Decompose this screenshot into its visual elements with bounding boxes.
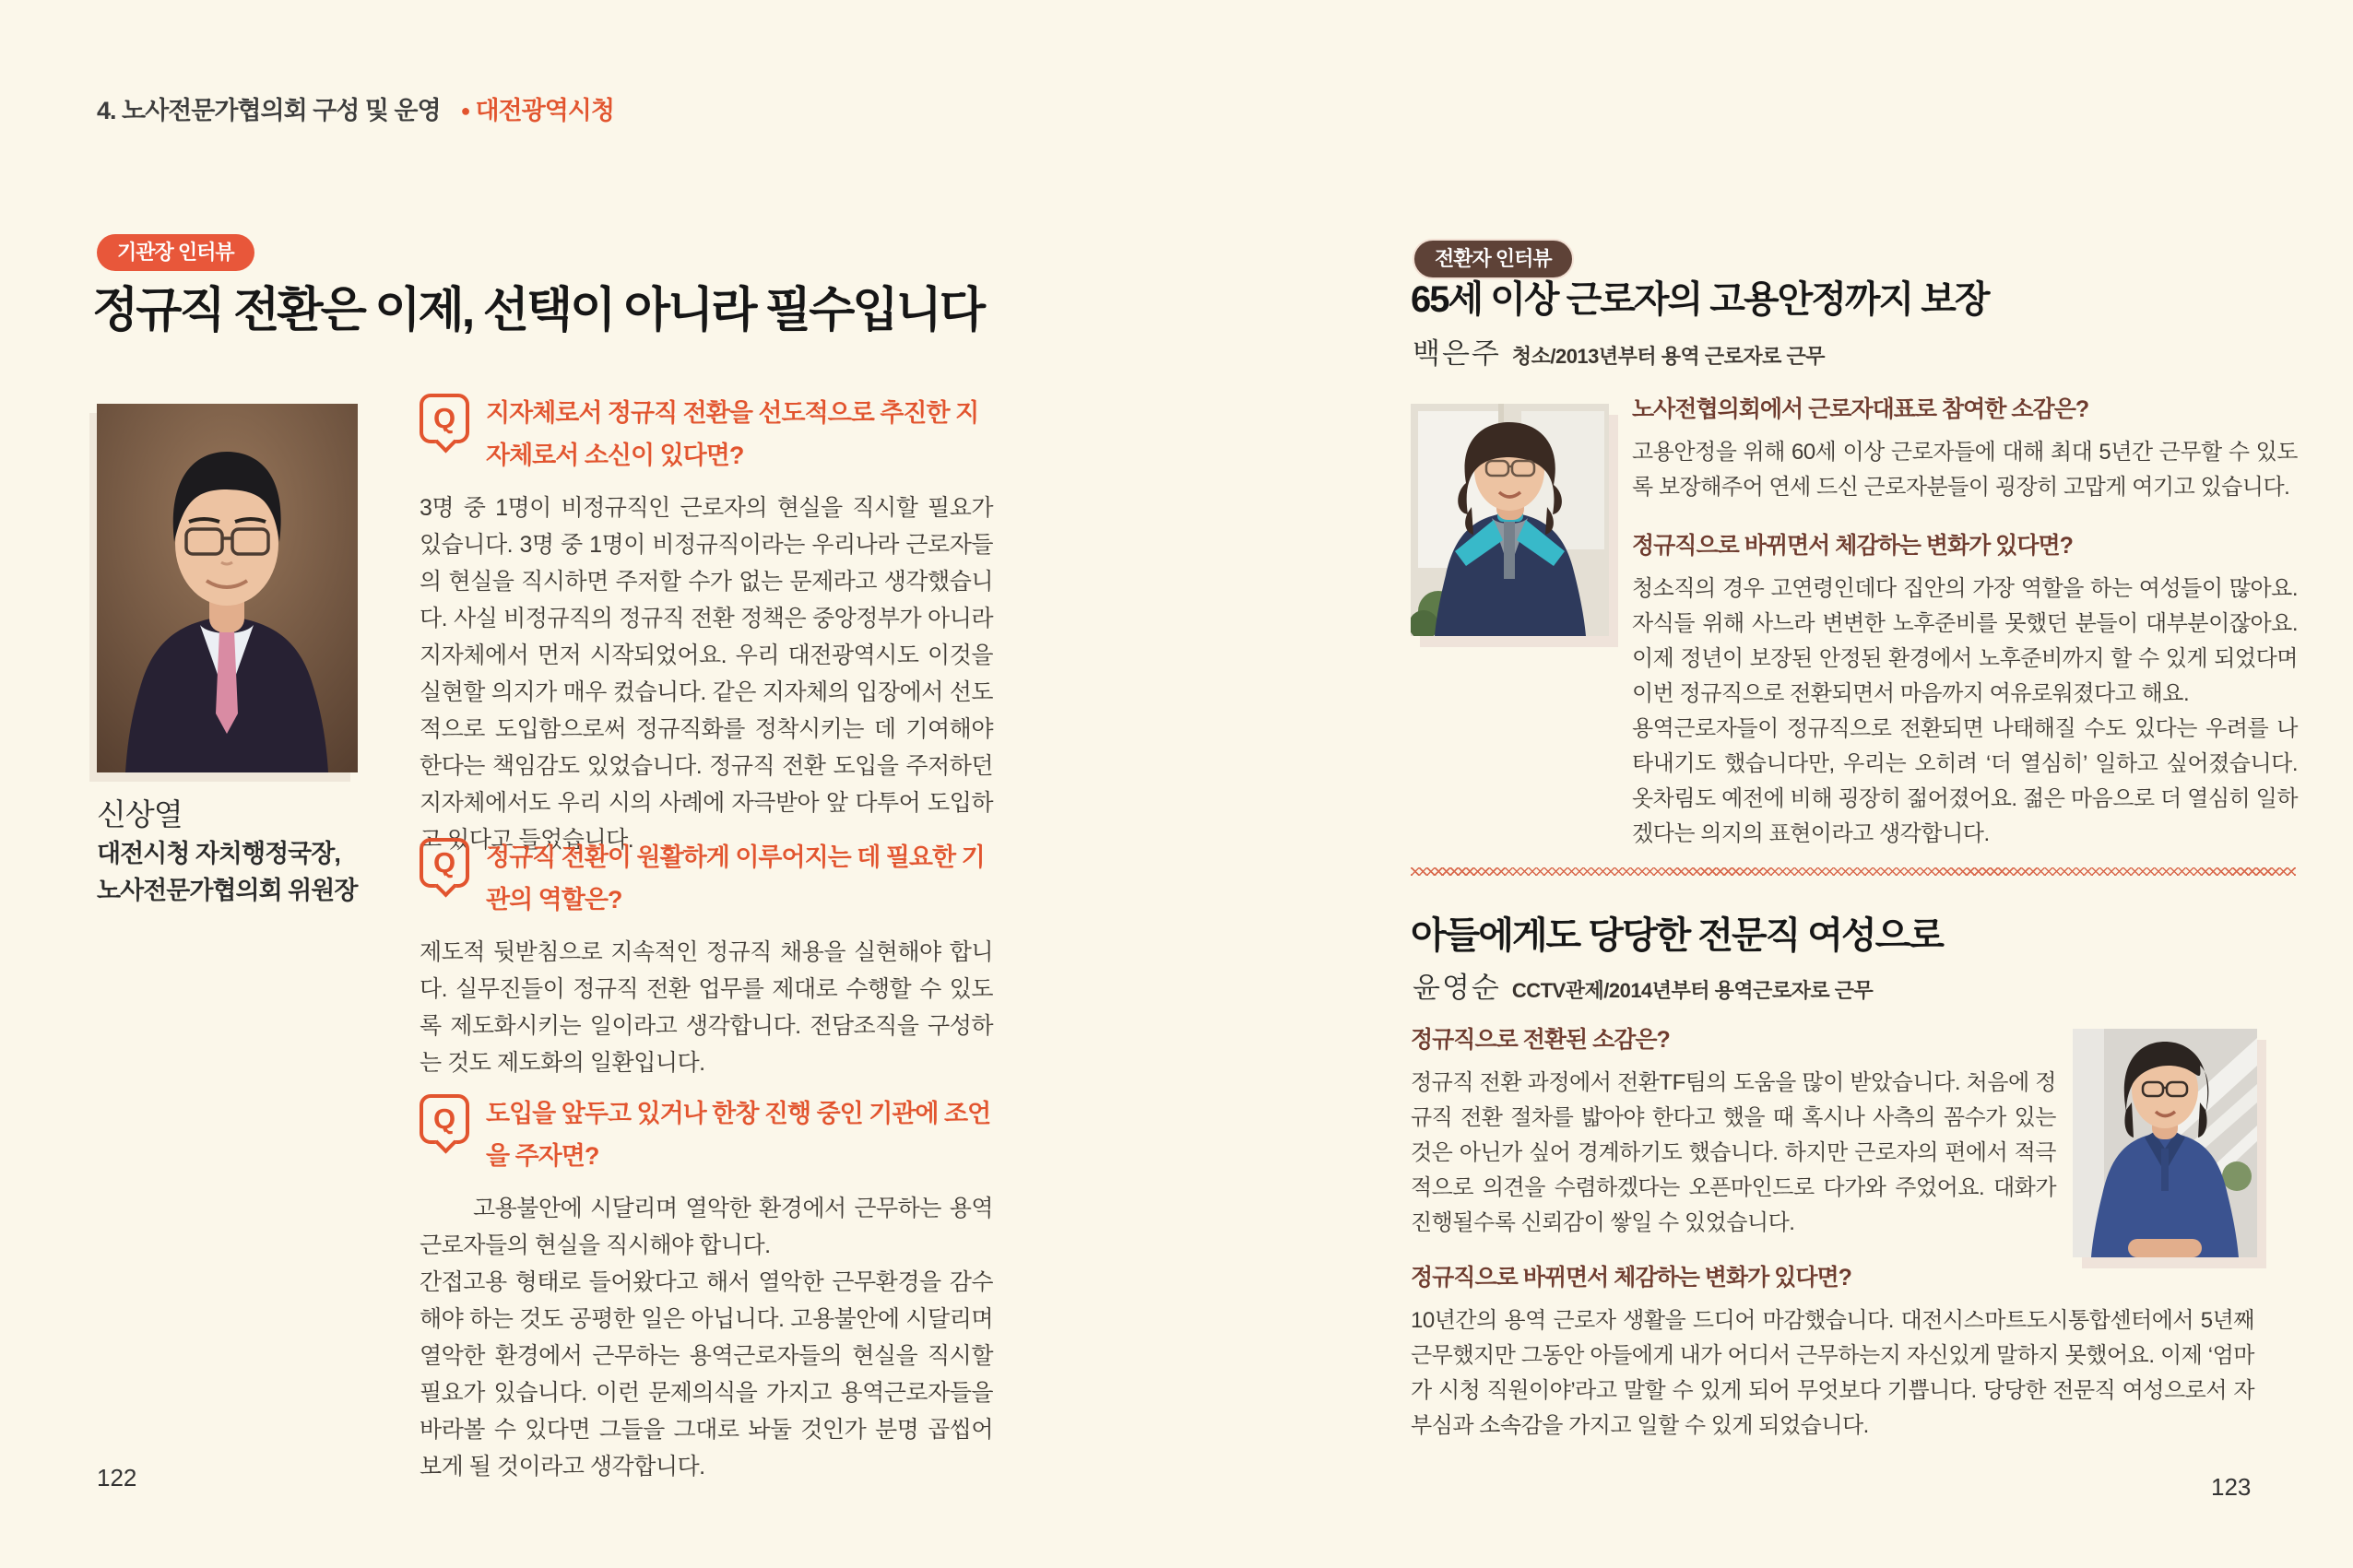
answer-paragraph: 제도적 뒷받침으로 지속적인 정규직 채용을 실현해야 합니다. 실무진들이 정규직 전환 업무를 제대로 수행할 수 있도록 제도화시키는 일이라고 생각합니다. 전담조직을 구성하는 것도 제도화의 일환입니다.	[420, 939, 993, 1076]
question-text: 도입을 앞두고 있거나 한창 진행 중인 기관에 조언을 주자면?	[486, 1100, 991, 1170]
answer-text	[1411, 1066, 2056, 1241]
chapter-title: 4. 노사전문가협의회 구성 및 운영	[97, 97, 441, 124]
portrait-photo-baek-eun-ju	[1411, 404, 1609, 636]
interview-type-badge-left	[97, 234, 254, 271]
org-name: 대전광역시청	[475, 97, 614, 124]
answer-paragraph: 청소직의 경우 고연령인데다 집안의 가장 역할을 하는 여성들이 많아요. 자식들 위해 사느라 변변한 노후준비를 못했던 분들이 대부분이잖아요. 이제 정년이 보장된 안정된 환경에서 노후준비까지 할 수 있게 되었다며 이번 정규직으로 전환되면서 마음까지 여유로워졌다고 해요.	[1632, 576, 2298, 706]
interviewee-name: 백은주	[1413, 337, 1501, 370]
interview1-qa	[1632, 393, 2298, 852]
answer-paragraph: 간접고용 형태로 들어왔다고 해서 열악한 근무환경을 감수해야 하는 것도 공평한 일은 아닙니다. 고용불안에 시달리며 열악한 환경에서 근무하는 용역근로자들의 현실을 직시할 필요가 있습니다. 이런 문제의식을 가지고 용역근로자들을 바라볼 수 있다면 그들을 그대로 놔둘 것인가 분명 곱씹어 보게 될 것이라고 생각합니다.	[420, 1269, 993, 1480]
interviewee-info: CCTV관제/2014년부터 용역근로자로 근무	[1511, 979, 1874, 1002]
answer-paragraph: 정규직 전환 과정에서 전환TF팀의 도움을 많이 받았습니다. 처음에 정규직 전환 절차를 밟아야 한다고 했을 때 혹시나 사측의 꼼수가 있는 것은 아닌가 싶어 경계하기도 했습니다. 하지만 근로자의 편에서 적극적으로 의견을 수렴하겠다는 오픈마인드로 다가와 주었어요. 대화가 진행될수록 신뢰감이 쌓일 수 있었습니다.	[1411, 1070, 2056, 1235]
answer-text	[420, 489, 993, 858]
portrait-photo-yun-yeong-sun	[2073, 1029, 2257, 1257]
page-number-right: 123	[2211, 1473, 2252, 1501]
qa-block-1	[420, 392, 993, 858]
question-row	[420, 836, 993, 921]
org-bullet-icon: ●	[460, 101, 470, 120]
woman-polo-portrait-illustration	[2073, 1029, 2257, 1257]
qa-block-2	[420, 836, 993, 1081]
question-bubble-icon: Q	[420, 838, 469, 888]
interviewee-role	[97, 835, 357, 909]
question-text: 정규직으로 바뀌면서 체감하는 변화가 있다면?	[1411, 1265, 1851, 1291]
interview2-qa-2	[1411, 1261, 2254, 1444]
question-text: 정규직 전환이 원활하게 이루어지는 데 필요한 기관의 역할은?	[486, 843, 985, 914]
answer-text	[1632, 572, 2298, 852]
interviewee-info: 청소/2013년부터 용역 근로자로 근무	[1511, 345, 1826, 368]
qa-block-3	[420, 1092, 993, 1485]
role-line-1: 대전시청 자치행정국장,	[97, 840, 340, 867]
diamond-divider	[1411, 867, 2296, 876]
man-portrait-illustration	[97, 404, 358, 772]
question-text: 정규직으로 전환된 소감은?	[1411, 1027, 1670, 1053]
answer-text	[1411, 1303, 2254, 1444]
question-row	[420, 1092, 993, 1177]
question-text: 지자체로서 정규직 전환을 선도적으로 추진한 지자체로서 소신이 있다면?	[486, 399, 979, 469]
badge-label: 기관장 인터뷰	[97, 234, 254, 271]
interviewee-name: 윤영순	[1413, 972, 1501, 1004]
answer-paragraph: 고용안정을 위해 60세 이상 근로자들에 대해 최대 5년간 근무할 수 있도록 보장해주어 연세 드신 근로자분들이 굉장히 고맙게 여기고 있습니다.	[1632, 440, 2298, 500]
answer-text	[420, 1190, 993, 1485]
running-header	[97, 90, 614, 126]
answer-paragraph: 용역근로자들이 정규직으로 전환되면 나태해질 수도 있다는 우려를 나타내기도 했습니다만, 우리는 오히려 ‘더 열심히’ 일하고 싶어졌습니다. 옷차림도 예전에 비해 굉장히 젊어졌어요. 젊은 마음으로 더 열심히 일하겠다는 의지의 표현이라고 생각합니다.	[1632, 716, 2298, 846]
left-page-title: 정규직 전환은 이제, 선택이 아니라 필수입니다	[92, 284, 984, 337]
interview2-title: 아들에게도 당당한 전문직 여성으로	[1411, 915, 1943, 956]
portrait-photo-sin-sang-yeol	[97, 404, 358, 772]
interview1-title: 65세 이상 근로자의 고용안정까지 보장	[1411, 279, 1989, 320]
question-bubble-icon: Q	[420, 1094, 469, 1144]
question-bubble-icon: Q	[420, 394, 469, 443]
woman-vest-portrait-illustration	[1411, 404, 1609, 636]
question-text: 노사전협의회에서 근로자대표로 참여한 소감은?	[1632, 396, 2089, 422]
question-row	[420, 392, 993, 477]
interview2-byline	[1413, 964, 1873, 1006]
page-number-left: 122	[97, 1464, 137, 1491]
role-line-2: 노사전문가협의회 위원장	[97, 877, 358, 904]
answer-text	[1632, 435, 2298, 505]
answer-paragraph: 10년간의 용역 근로자 생활을 드디어 마감했습니다. 대전시스마트도시통합센터에서 5년째 근무했지만 그동안 아들에게 내가 어디서 근무하는지 자신있게 말하지 못했어요. 이제 ‘엄마가 시청 직원이야’라고 말할 수 있게 되어 무엇보다 기쁩니다. 당당한 전문직 여성으로서 자부심과 소속감을 가지고 일할 수 있게 되었습니다.	[1411, 1308, 2254, 1438]
interview2-qa-1	[1411, 1023, 2056, 1241]
interviewee-name: 신상열	[97, 797, 183, 831]
answer-text	[420, 934, 993, 1081]
answer-paragraph: 고용불안에 시달리며 열악한 환경에서 근무하는 용역근로자들의 현실을 직시해야 합니다.	[420, 1196, 993, 1258]
interview1-byline	[1413, 330, 1825, 371]
badge-label: 전환자 인터뷰	[1413, 239, 1574, 279]
question-text: 정규직으로 바뀌면서 체감하는 변화가 있다면?	[1632, 533, 2073, 559]
answer-paragraph: 3명 중 1명이 비정규직인 근로자의 현실을 직시할 필요가 있습니다. 3명 중 1명이 비정규직이라는 우리나라 근로자들의 현실을 직시하면 주저할 수가 없는 문제라고 생각했습니다. 사실 비정규직의 정규직 전환 정책은 중앙정부가 아니라 지자체에서 먼저 시작되었어요. 우리 대전광역시도 이것을 실현할 의지가 매우 컸습니다. 같은 지자체의 입장에서 선도적으로 도입함으로써 정규직화를 정착시키는 데 기여해야 한다는 책임감도 있었습니다. 정규직 전환 도입을 주저하던 지자체에서도 우리 시의 사례에 자극받아 앞 다투어 도입하고 있다고 들었습니다.	[420, 495, 993, 853]
